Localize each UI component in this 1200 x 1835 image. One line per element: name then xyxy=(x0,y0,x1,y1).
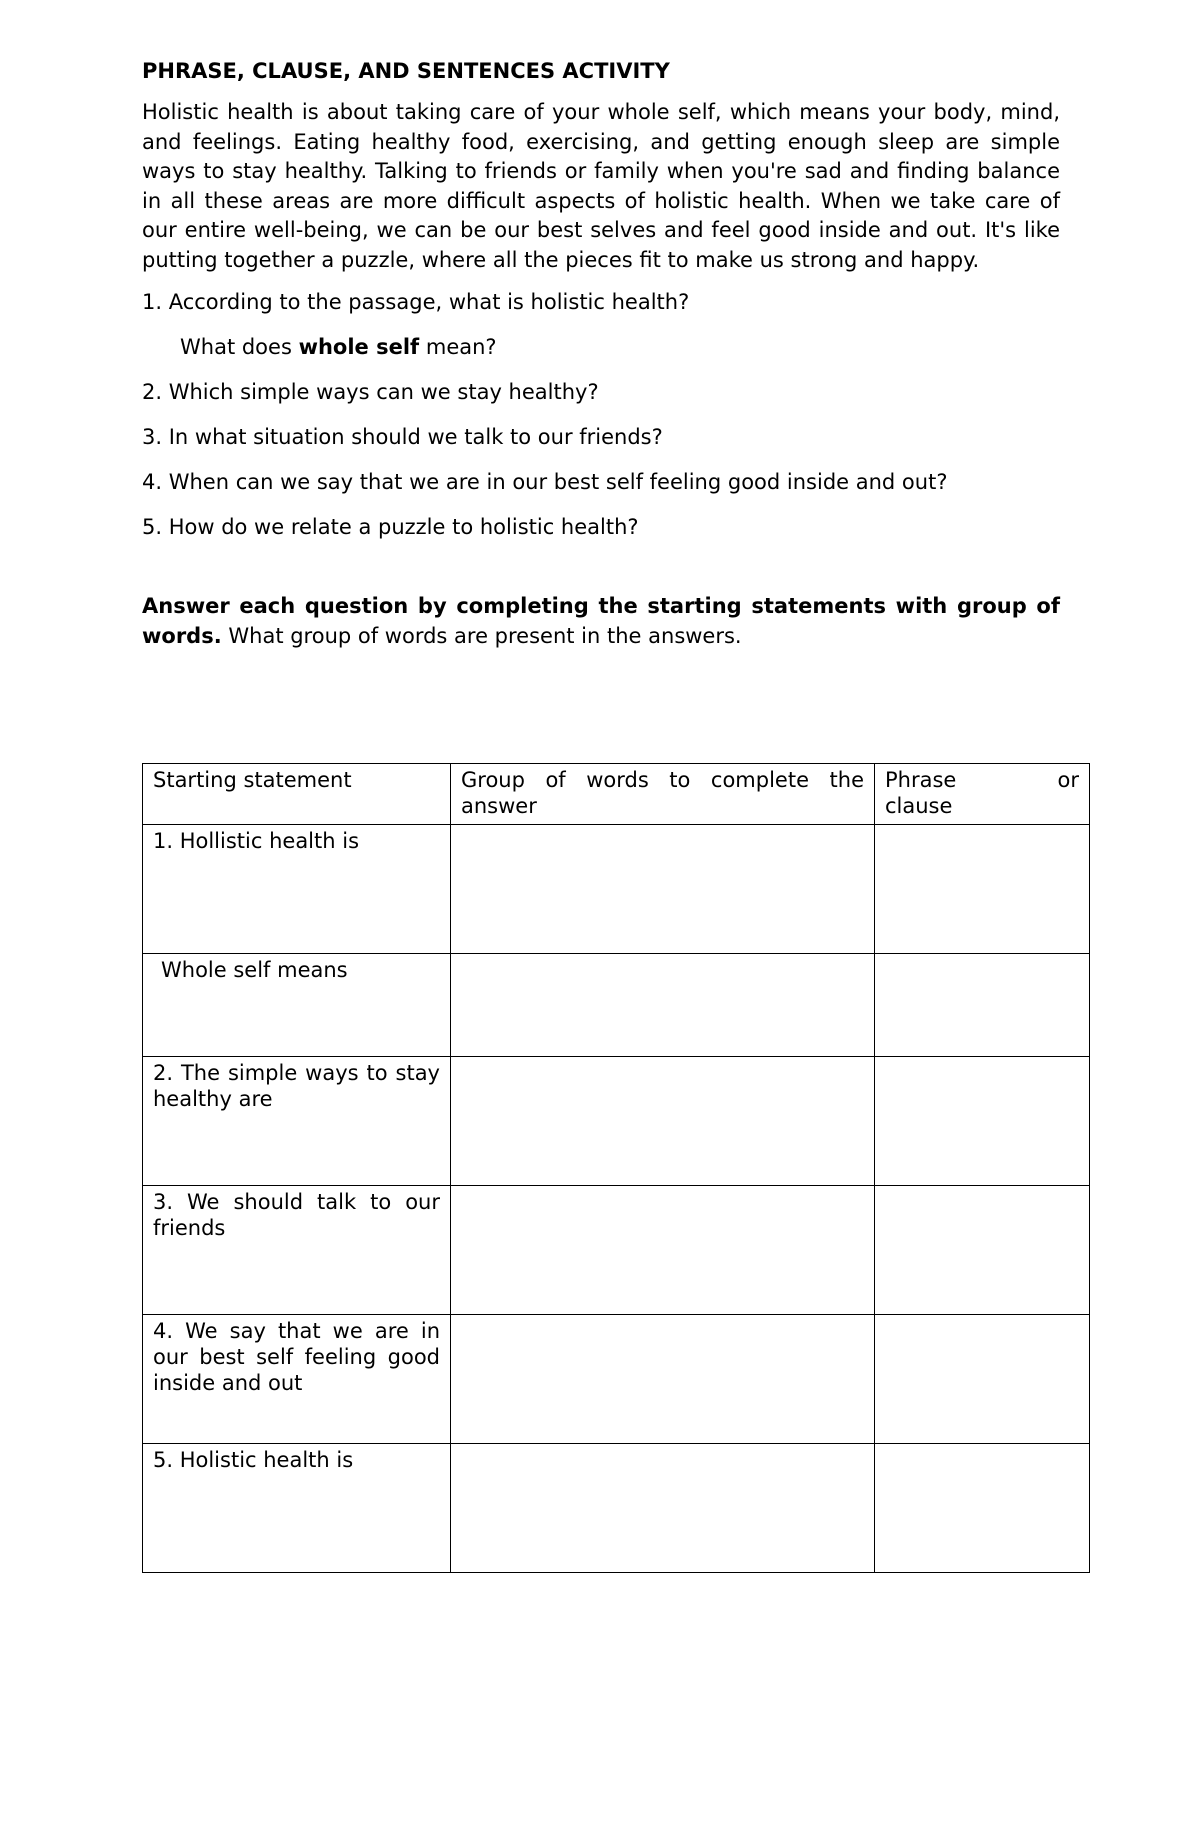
question-1: 1. According to the passage, what is holistic health? xyxy=(142,290,690,314)
phrase-or-clause-answer-cell[interactable] xyxy=(875,825,1090,954)
question-4: 4. When can we say that we are in our best self feeling good inside and out? xyxy=(142,470,948,494)
worksheet-page xyxy=(142,58,1079,1472)
header-group-of-words: Group of words to complete the answer xyxy=(451,764,875,825)
header-clause: clause xyxy=(885,794,953,818)
table-row xyxy=(143,1186,1090,1315)
header-phrase-or-clause xyxy=(875,764,1090,825)
table-row xyxy=(143,954,1090,1057)
instructions xyxy=(142,592,1060,651)
question-3: 3. In what situation should we talk to our friends? xyxy=(142,425,663,449)
worksheet-title: PHRASE, CLAUSE, AND SENTENCES ACTIVITY xyxy=(142,59,670,83)
table-row xyxy=(143,1315,1090,1444)
phrase-or-clause-answer-cell[interactable] xyxy=(875,1057,1090,1186)
group-of-words-answer-cell[interactable] xyxy=(451,1186,875,1315)
table-header-row xyxy=(143,764,1090,825)
phrase-or-clause-answer-cell[interactable] xyxy=(875,1444,1090,1573)
header-starting-statement: Starting statement xyxy=(143,764,451,825)
group-of-words-answer-cell[interactable] xyxy=(451,1057,875,1186)
table-row xyxy=(143,1444,1090,1573)
starting-statement-cell: 4. We say that we are in our best self feeling good inside and out xyxy=(143,1315,451,1444)
table-row xyxy=(143,825,1090,954)
phrase-or-clause-answer-cell[interactable] xyxy=(875,954,1090,1057)
starting-statement-cell: 2. The simple ways to stay healthy are xyxy=(143,1057,451,1186)
starting-statement-cell: 1. Hollistic health is xyxy=(143,825,451,954)
question-2: 2. Which simple ways can we stay healthy? xyxy=(142,380,599,404)
instructions-bold: Answer each question by completing the starting statements with group of words. xyxy=(142,594,1060,648)
phrase-or-clause-answer-cell[interactable] xyxy=(875,1315,1090,1444)
instructions-normal: What group of words are present in the answers. xyxy=(221,623,742,648)
reading-passage: Holistic health is about taking care of your whole self, which means your body, mind, and feelings. Eating healthy food, exercising, and getting enough sleep are simple ways to stay healthy. Talking to friends or family when you're sad and finding balance in all these areas are more difficult aspects of holistic health. When we take care of our entire well-being, we can be our best selves and feel good inside and out. It's like putting together a puzzle, where all the pieces fit to make us strong and happy. xyxy=(142,100,1060,272)
question-1b-bold: whole self xyxy=(298,335,420,359)
header-phrase-or: Phrase or xyxy=(885,768,1079,792)
group-of-words-answer-cell[interactable] xyxy=(451,1444,875,1573)
question-1b-prefix: What does xyxy=(180,335,299,359)
question-1b xyxy=(142,334,1060,360)
phrase-or-clause-answer-cell[interactable] xyxy=(875,1186,1090,1315)
table-row xyxy=(143,1057,1090,1186)
answer-table xyxy=(142,763,1090,1573)
group-of-words-answer-cell[interactable] xyxy=(451,1315,875,1444)
starting-statement-cell: 5. Holistic health is xyxy=(143,1444,451,1573)
starting-statement-text: Whole self means xyxy=(161,958,348,982)
starting-statement-cell: 3. We should talk to our friends xyxy=(143,1186,451,1315)
group-of-words-answer-cell[interactable] xyxy=(451,825,875,954)
group-of-words-answer-cell[interactable] xyxy=(451,954,875,1057)
question-1b-suffix: mean? xyxy=(419,335,497,359)
starting-statement-cell xyxy=(143,954,451,1057)
question-5: 5. How do we relate a puzzle to holistic health? xyxy=(142,515,639,539)
